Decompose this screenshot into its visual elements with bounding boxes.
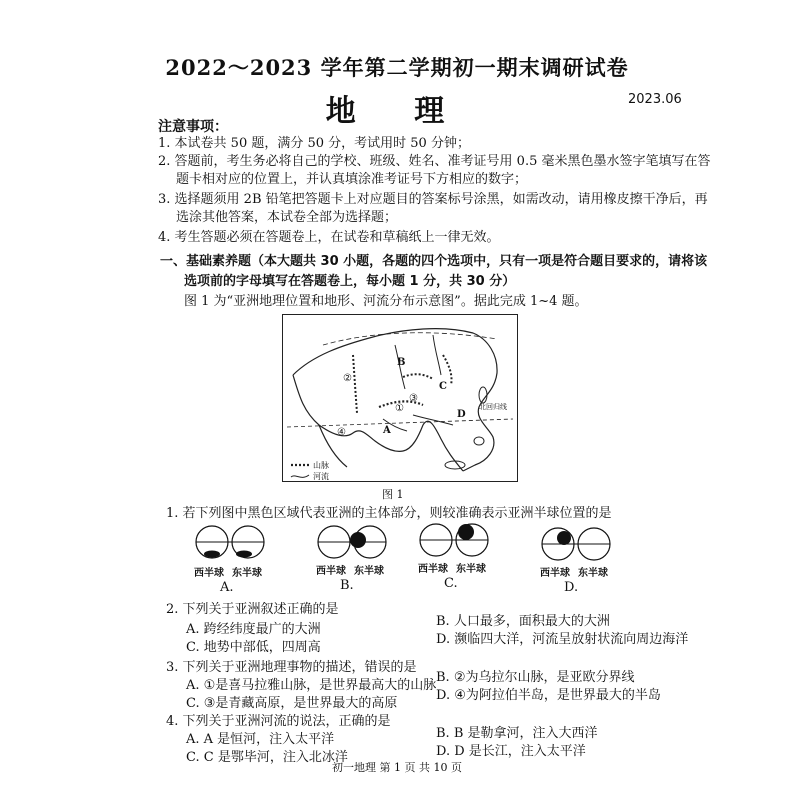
- q1-option-a-globes: [194, 524, 266, 560]
- q4-option-c: C. C 是鄂毕河，注入北冰洋: [186, 750, 348, 765]
- q3-option-a: A. ①是喜马拉雅山脉，是世界最高大的山脉: [186, 678, 437, 693]
- q1-stem: 1. 若下列图中黑色区域代表亚洲的主体部分，则较准确表示亚洲半球位置的是: [166, 506, 612, 521]
- coastline-south: [293, 375, 463, 471]
- q1-b-west: 西半球: [316, 566, 346, 577]
- q1-c-east: 东半球: [456, 564, 486, 575]
- q3-option-d: D. ④为阿拉伯半岛，是世界最大的半岛: [436, 688, 661, 703]
- notice-title: 注意事项：: [158, 119, 228, 135]
- q4-option-b: B. B 是勒拿河，注入大西洋: [436, 726, 598, 741]
- q1-c-letter: C.: [444, 576, 458, 591]
- notice-item-3: 3. 选择题须用 2B 铅笔把答题卡上对应题目的答案标号涂黑，如需改动，请用橡皮擦干净后，再: [158, 192, 708, 207]
- q1-option-b-globes: [316, 524, 388, 560]
- q1-a-east: 东半球: [232, 568, 262, 579]
- map-label-2: ②: [343, 373, 352, 384]
- legend-mountain-label: 山脉: [313, 461, 329, 470]
- page-footer: 初一地理 第 1 页 共 10 页: [332, 761, 462, 774]
- coastline-north-east: [293, 329, 497, 471]
- q1-option-c-globes: [418, 522, 490, 558]
- map-label-4: ④: [337, 427, 346, 438]
- section-heading-cont: 选项前的字母填写在答题卷上，每小题 1 分，共 30 分）: [184, 274, 516, 289]
- river-d: [413, 415, 453, 425]
- notice-item-2: 2. 答题前，考生务必将自己的学校、班级、姓名、准考证号用 0.5 毫米黑色墨水签字笔填写在答: [158, 154, 711, 169]
- q1-a-west: 西半球: [194, 568, 224, 579]
- legend-river-label: 河流: [313, 472, 329, 481]
- map-label-a: A: [383, 425, 391, 436]
- q3-option-b: B. ②为乌拉尔山脉，是亚欧分界线: [436, 670, 635, 685]
- q2-option-d: D. 濒临四大洋，河流呈放射状流向周边海洋: [436, 632, 689, 647]
- asia-map-figure: [282, 314, 518, 482]
- notice-item-3-cont: 选涂其他答案，本试卷全部为选择题；: [176, 210, 398, 225]
- q4-option-a: A. A 是恒河，注入太平洋: [186, 732, 335, 747]
- river-c: [433, 335, 441, 375]
- q3-stem: 3. 下列关于亚洲地理事物的描述，错误的是: [166, 660, 417, 675]
- map-label-c: C: [439, 381, 447, 392]
- mountain-range-central: [403, 374, 433, 379]
- q1-a-letter: A.: [220, 580, 234, 595]
- q1-option-c: [418, 522, 490, 562]
- q4-option-d: D. D 是长江，注入太平洋: [436, 744, 586, 759]
- notice-item-4: 4. 考生答题必须在答题卷上，在试卷和草稿纸上一律无效。: [158, 230, 500, 245]
- map-label-3: ③: [409, 393, 418, 404]
- q1-option-b: [316, 524, 388, 564]
- map-label-1: ①: [395, 403, 404, 414]
- asia-map: [283, 315, 517, 481]
- q1-option-a: [194, 524, 266, 564]
- q1-d-letter: D.: [564, 580, 579, 595]
- subject-title: 地 理: [325, 94, 469, 129]
- figure-caption: 图 1: [382, 488, 404, 501]
- map-label-tropic: 北回归线: [479, 403, 507, 411]
- q1-d-east: 东半球: [578, 568, 608, 579]
- q2-option-a: A. 跨经纬度最广的大洲: [186, 622, 321, 637]
- map-label-d: D: [457, 409, 466, 420]
- section-heading: 一、基础素养题（本大题共 30 小题，各题的四个选项中，只有一项是符合题目要求的，请将该: [160, 254, 708, 269]
- q2-option-c: C. 地势中部低，四周高: [186, 640, 321, 655]
- notice-item-2-cont: 题卡相对应的位置上，并认真填涂准考证号下方相应的数字；: [176, 172, 528, 187]
- q1-d-west: 西半球: [540, 568, 570, 579]
- exam-date: 2023.06: [628, 92, 682, 107]
- island-philippines: [474, 437, 484, 445]
- q1-c-west: 西半球: [418, 564, 448, 575]
- notice-item-1: 1. 本试卷共 50 题，满分 50 分，考试用时 50 分钟；: [158, 136, 470, 151]
- q1-option-d: [540, 526, 612, 566]
- q1-b-letter: B.: [340, 578, 354, 593]
- q2-stem: 2. 下列关于亚洲叙述正确的是: [166, 602, 339, 617]
- q3-option-c: C. ③是青藏高原，是世界最大的高原: [186, 696, 398, 711]
- legend-river-symbol: [291, 475, 309, 477]
- q4-stem: 4. 下列关于亚洲河流的说法，正确的是: [166, 714, 391, 729]
- q1-b-east: 东半球: [354, 566, 384, 577]
- exam-title: 2022～2023 学年第二学期初一期末调研试卷: [165, 55, 629, 80]
- q1-option-d-globes: [540, 526, 612, 562]
- island-indonesia: [445, 461, 465, 469]
- figure-intro: 图 1 为“亚洲地理位置和地形、河流分布示意图”。据此完成 1~4 题。: [184, 294, 588, 309]
- map-label-b: B: [397, 357, 406, 368]
- q2-option-b: B. 人口最多，面积最大的大洲: [436, 614, 610, 629]
- arctic-circle: [323, 333, 497, 345]
- mountain-range-ural: [353, 355, 357, 413]
